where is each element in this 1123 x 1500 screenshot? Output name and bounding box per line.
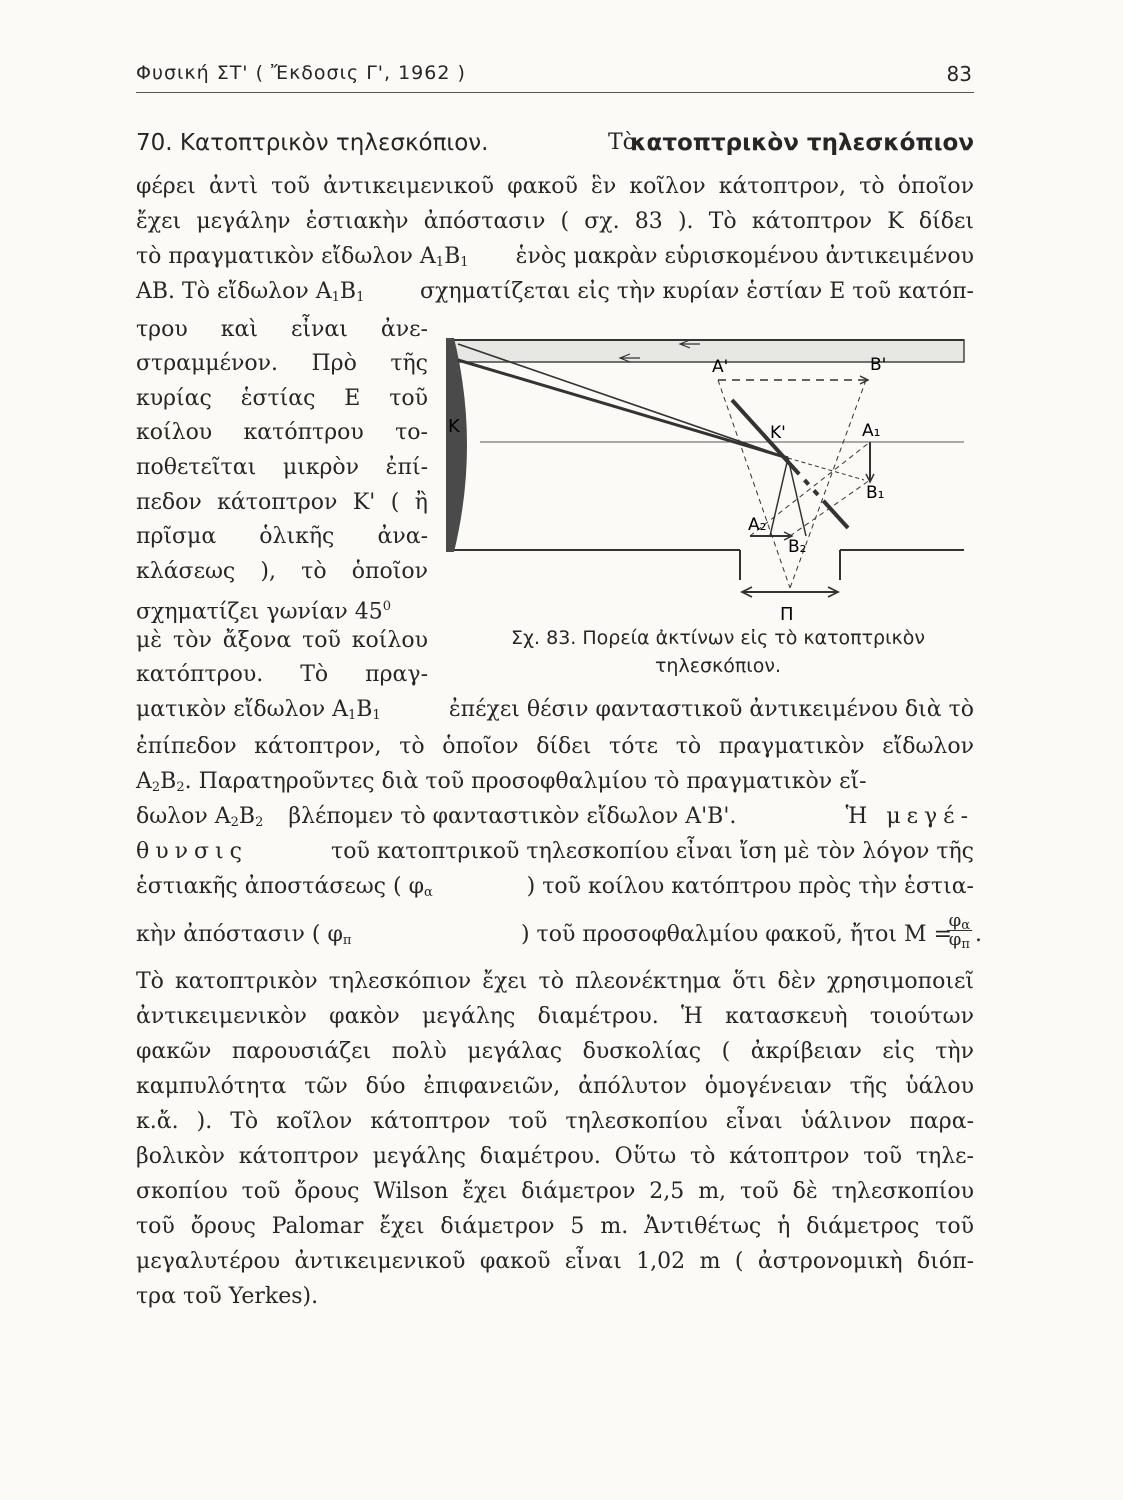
bold-term: κατοπτρικὸν τηλεσκόπιον — [630, 130, 974, 156]
subscript: π — [342, 933, 352, 948]
paragraph-line: κατόπτρου. Τὸ πραγ- — [136, 662, 428, 687]
label-pi: Π — [780, 604, 794, 625]
construction-line — [750, 442, 870, 536]
subscript: α — [423, 885, 433, 900]
fraction-numerator: $\varphi_\alpha$ — [948, 910, 970, 933]
running-header — [136, 62, 974, 93]
running-head: Φυσική ΣΤ' ( Ἔκδοσις Γ', 1962 ) — [136, 62, 466, 84]
paragraph-line: κ.ἄ. ). Τὸ κοῖλον κάτοπτρον τοῦ τηλεσκοπίου εἶναι ὑάλινον παρα- — [136, 1109, 974, 1134]
incoming-light-beam — [454, 340, 964, 362]
subscript: 2 — [151, 780, 161, 795]
paragraph-line: τρα τοῦ Yerkes). — [136, 1284, 319, 1309]
paragraph-line: κλάσεως ), τὸ ὁποῖον — [136, 559, 428, 584]
superscript: 0 — [382, 599, 392, 614]
subscript: 1 — [372, 708, 381, 723]
paragraph-line — [136, 870, 974, 904]
paragraph-line — [136, 835, 974, 869]
text-run: ἑνὸς μακρὰν εὑρισκομένου ἀντικειμένου — [515, 244, 974, 269]
paragraph-line: πρῖσμα ὁλικῆς ἀνα- — [136, 524, 428, 549]
paragraph-line — [136, 693, 974, 727]
label-b2: Β₂ — [788, 537, 807, 557]
text-run: Α — [136, 769, 152, 794]
subscript: 2 — [230, 815, 239, 830]
text-run: σχηματίζει γωνίαν 45 — [136, 599, 383, 625]
section-heading: 70. Κατοπτρικὸν τηλεσκόπιον. — [136, 130, 489, 156]
spaced-term: Ἡ μεγέ- — [845, 804, 974, 829]
paragraph-line: πεδον κάτοπτρον Κ' ( ἢ — [136, 490, 428, 515]
fraction-denominator: $\varphi_\pi$ — [948, 929, 970, 952]
subscript: 1 — [347, 708, 357, 723]
label-b1: Β₁ — [866, 483, 885, 503]
text-run: Β — [339, 279, 357, 304]
paragraph-line: τρου καὶ εἶναι ἀνε- — [136, 317, 428, 342]
construction-line — [718, 380, 790, 588]
label-a1: Α₁ — [862, 421, 881, 441]
text-run: τὸ πραγματικὸν εἴδωλον Α — [136, 244, 436, 269]
label-k: Κ — [448, 416, 460, 437]
text-run: . — [975, 922, 982, 947]
text-run: ) τοῦ κοίλου κατόπτρου πρὸς τὴν ἑστια- — [526, 874, 974, 899]
subscript: 2 — [176, 780, 185, 795]
text-run: Β — [356, 697, 373, 722]
reflected-ray — [770, 458, 788, 536]
paragraph-line: φακῶν παρουσιάζει πολὺ μεγάλας δυσκολίας ( ἀκρίβειαν εἰς τὴν — [136, 1039, 974, 1064]
subscript: 1 — [435, 255, 445, 270]
subscript: 1 — [356, 290, 365, 305]
paragraph-line: στραμμένον. Πρὸ τῆς — [136, 351, 428, 376]
text-run: ἐπέχει θέσιν φανταστικοῦ ἀντικειμένου διὰ τὸ — [448, 697, 974, 722]
paragraph-line: Τὸ κατοπτρικὸν τηλεσκόπιον ἔχει τὸ πλεονέκτημα ὅτι δὲν χρησιμοποιεῖ — [136, 969, 974, 994]
paragraph-line: μὲ τὸν ἄξονα τοῦ κοίλου — [136, 628, 428, 653]
virtual-ray — [788, 458, 864, 480]
paragraph-line — [136, 275, 974, 309]
label-a-prime: Α' — [712, 357, 729, 377]
text-run: Τὸ — [608, 130, 636, 155]
subscript: 2 — [255, 815, 264, 830]
paragraph-line: βολικὸν κάτοπτρον μεγάλης διαμέτρου. Οὕτω τὸ κάτοπτρον τοῦ τηλε- — [136, 1144, 974, 1169]
text-run: κὴν ἀπόστασιν ( φ — [136, 922, 343, 947]
text-run: . Παρατηροῦντες διὰ τοῦ προσοφθαλμίου τὸ πραγματικὸν εἴ- — [184, 769, 867, 794]
paragraph-line: καμπυλότητα τῶν δύο ἐπιφανειῶν, ἀπόλυτον ὁμογένειαν τῆς ὑάλου — [136, 1074, 974, 1099]
construction-line — [790, 480, 870, 536]
text-run: βλέπομεν τὸ φανταστικὸν εἴδωλον Α'Β'. — [288, 804, 737, 829]
concave-mirror — [446, 338, 467, 552]
figure-caption — [468, 624, 968, 680]
paragraph-line: ἐπίπεδον κάτοπτρον, τὸ ὁποῖον δίδει τότε τὸ πραγματικὸν εἴδωλον — [136, 734, 974, 759]
text-run: Β — [444, 244, 461, 269]
text-run: σχηματίζεται εἰς τὴν κυρίαν ἑστίαν Ε τοῦ κατόπ- — [419, 279, 974, 304]
spaced-term: θυνσις — [136, 839, 248, 864]
paragraph-line: ἔχει μεγάλην ἑστιακὴν ἀπόστασιν ( σχ. 83 ). Τὸ κάτοπτρον Κ δίδει — [136, 209, 974, 234]
subscript: 1 — [331, 290, 340, 305]
telescope-ray-diagram — [440, 330, 980, 630]
page-number: 83 — [946, 62, 972, 86]
paragraph-line — [136, 590, 428, 624]
paragraph-line — [136, 910, 982, 952]
paragraph-line: σκοπίου τοῦ ὄρους Wilson ἔχει διάμετρον 2,5 m, τοῦ δὲ τηλεσκοπίου — [136, 1179, 974, 1204]
paragraph-line: ἀντικειμενικὸν φακὸν μεγάλης διαμέτρου. Ἡ κατασκευὴ τοιούτων — [136, 1004, 974, 1029]
focal-ratio-fraction — [947, 910, 972, 952]
text-run: δωλον Α — [136, 804, 231, 829]
text-run: ) τοῦ προσοφθαλμίου φακοῦ, ἤτοι Μ = — [520, 922, 952, 947]
paragraph-line: κυρίας ἑστίας Ε τοῦ — [136, 386, 428, 411]
paragraph-line: φέρει ἀντὶ τοῦ ἀντικειμενικοῦ φακοῦ ἓν κοῖλον κάτοπτρον, τὸ ὁποῖον — [136, 174, 974, 199]
paragraph-line — [136, 765, 974, 799]
subscript: 1 — [460, 255, 469, 270]
caption-line: τηλεσκόπιον. — [654, 655, 781, 677]
text-run: ΑΒ. Τὸ εἴδωλον Α — [136, 279, 332, 304]
label-a2: Α₂ — [748, 515, 767, 535]
text-run: Β — [160, 769, 177, 794]
paragraph-line — [136, 240, 974, 274]
text-run: ἑστιακῆς ἀποστάσεως ( φ — [136, 874, 424, 899]
caption-line: Σχ. 83. Πορεία ἀκτίνων εἰς τὸ κατοπτρικὸν — [511, 627, 925, 649]
paragraph-line: ποθετεῖται μικρὸν ἐπί- — [136, 455, 428, 480]
text-run: Β — [238, 804, 256, 829]
text-run: ματικὸν εἴδωλον Α — [136, 697, 348, 722]
paragraph-line — [136, 800, 974, 834]
label-k-prime: Κ' — [770, 423, 786, 443]
paragraph-line: μεγαλυτέρου ἀντικειμενικοῦ φακοῦ εἶναι 1,02 m ( ἀστρονομικὴ διόπ- — [136, 1249, 974, 1274]
label-b-prime: Β' — [870, 355, 887, 375]
text-run: τοῦ κατοπτρικοῦ τηλεσκοπίου εἶναι ἴση μὲ τὸν λόγον τῆς — [331, 839, 974, 864]
section-heading-line — [136, 126, 974, 160]
paragraph-line: κοίλου κατόπτρου το- — [136, 420, 428, 445]
paragraph-line: τοῦ ὄρους Palomar ἔχει διάμετρον 5 m. Ἀντιθέτως ἡ διάμετρος τοῦ — [136, 1214, 974, 1239]
